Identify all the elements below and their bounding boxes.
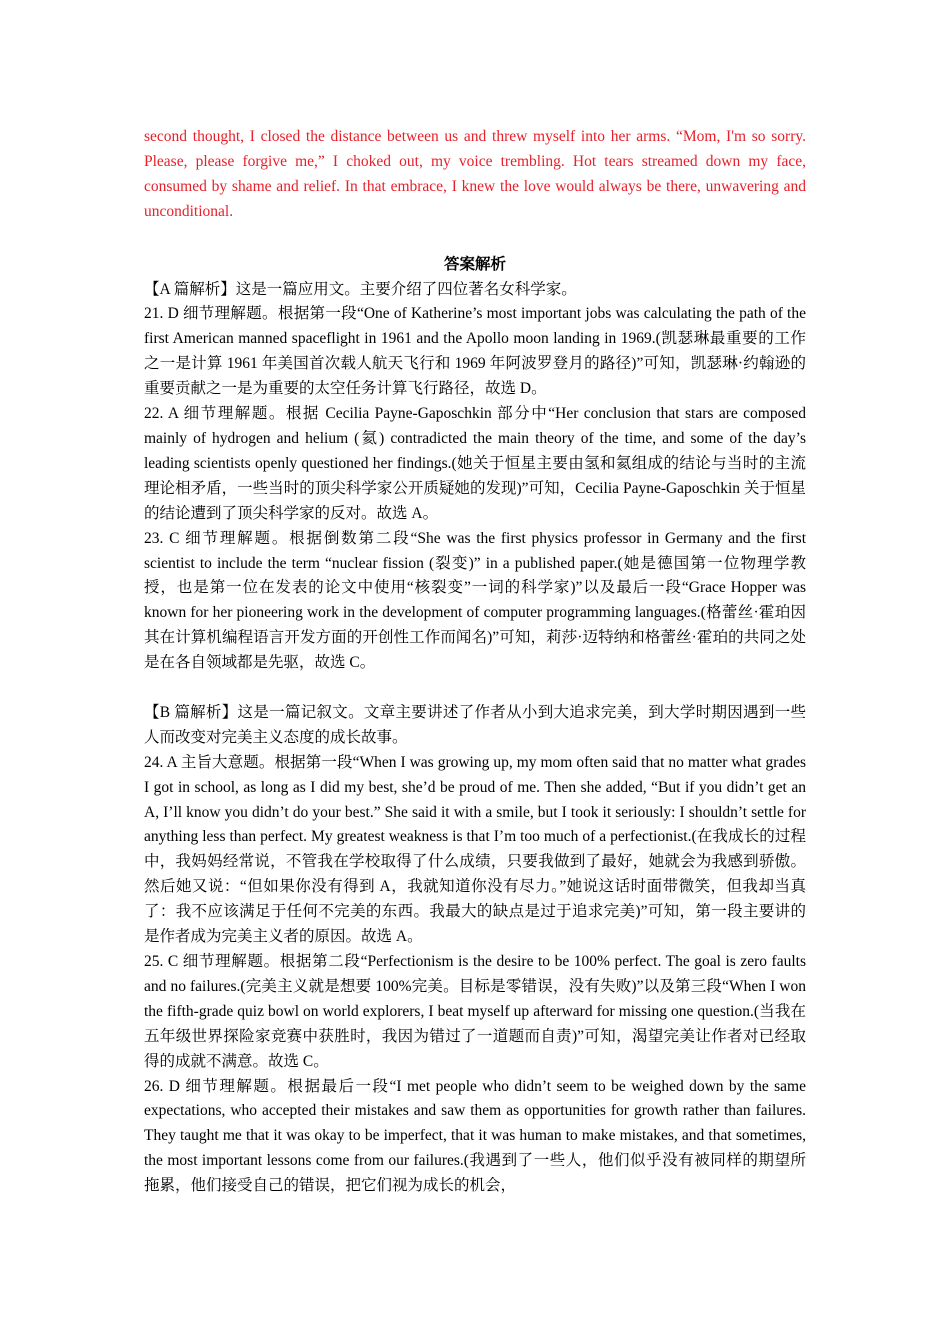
answers-title: 答案解析 bbox=[443, 255, 506, 273]
answer-25: 25. C 细节理解题。根据第二段“Perfectionism is the desire to be 100% perfect. The goal is zero faults and no failures.(完美主义就是想要 100%完美。目标是零错误，没有失败)”以及第三段“When I won the fifth-grade quiz bowl on world explorers, I beat myself up afterward for missing one question.(当我在五年级世界探险家竞赛中获胜时，我因为错过了一道题而自责)”可知，渴望完美让作者对已经取得的成就不满意。故选 C。 bbox=[144, 952, 806, 1070]
answer-26: 26. D 细节理解题。根据最后一段“I met people who didn’t seem to be weighed down by the same expectations, who accepted their mistakes and saw them as opportunities for growth rather than failures. They taught me that it was okay to be imperfect, that it was human to make mistakes, and that sometimes, the most important lessons come from our failures.(我遇到了一些人，他们似乎没有被同样的期望所拖累，他们接受自己的错误，把它们视为成长的机会， bbox=[144, 1077, 806, 1195]
document-page bbox=[144, 125, 806, 1199]
part-a-intro: 【A 篇解析】这是一篇应用文。主要介绍了四位著名女科学家。 bbox=[144, 280, 577, 298]
answer-24: 24. A 主旨大意题。根据第一段“When I was growing up, my mom often said that no matter what grades I got in school, as long as I did my best, she’d be proud of me. Then she added, “But if you didn’t get an A, I’ll know you didn’t do your best.” She said it with a smile, but I took it seriously: I shouldn’t settle for anything less than perfect. My greatest weakness is that I’m too much of a perfectionist.(在我成长的过程中，我妈妈经常说，不管我在学校取得了什么成绩，只要我做到了最好，她就会为我感到骄傲。然后她又说：“但如果你没有得到 A，我就知道你没有尽力。”她说这话时面带微笑，但我却当真了：我不应该满足于任何不完美的东西。我最大的缺点是过于追求完美)”可知，第一段主要讲的是作者成为完美主义者的原因。故选 A。 bbox=[144, 753, 806, 946]
section-spacer bbox=[144, 676, 806, 701]
answer-21: 21. D 细节理解题。根据第一段“One of Katherine’s most important jobs was calculating the path of the first American manned spaceflight in 1961 and the Apollo moon landing in 1969.(凯瑟琳最重要的工作之一是计算 1961 年美国首次载人航天飞行和 1969 年阿波罗登月的路径)”可知，凯瑟琳·约翰逊的重要贡献之一是为重要的太空任务计算飞行路径，故选 D。 bbox=[144, 305, 806, 398]
essay-ending-paragraph: second thought, I closed the distance between us and threw myself into her arms. “Mom, I'm so sorry. Please, please forgive me,” I choked out, my voice trembling. Hot tears streamed down my face, consumed by shame and relief. In that embrace, I knew the love would always be there, unwavering and unconditional. bbox=[144, 128, 806, 220]
part-b-intro: 【B 篇解析】这是一篇记叙文。文章主要讲述了作者从小到大追求完美，到大学时期因遇到一些人而改变对完美主义态度的成长故事。 bbox=[144, 703, 806, 746]
answer-23: 23. C 细节理解题。根据倒数第二段“She was the first physics professor in Germany and the first scientist to include the term “nuclear fission (裂变)” in a published paper.(她是德国第一位物理学教授，也是第一位在发表的论文中使用“核裂变”一词的科学家)”以及最后一段“Grace Hopper was known for her pioneering work in the development of computer programming languages.(格蕾丝·霍珀因其在计算机编程语言开发方面的开创性工作而闻名)”可知，莉莎·迈特纳和格蕾丝·霍珀的共同之处是在各自领域都是先驱，故选 C。 bbox=[144, 529, 806, 672]
answer-22: 22. A 细节理解题。根据 Cecilia Payne-Gaposchkin 部分中“Her conclusion that stars are composed mainly of hydrogen and helium (氦) contradicted the main theory of the time, and some of the day’s leading scientists openly questioned her findings.(她关于恒星主要由氢和氦组成的结论与当时的主流理论相矛盾，一些当时的顶尖科学家公开质疑她的发现)”可知，Cecilia Payne-Gaposchkin 关于恒星的结论遭到了顶尖科学家的反对。故选 A。 bbox=[144, 405, 806, 522]
